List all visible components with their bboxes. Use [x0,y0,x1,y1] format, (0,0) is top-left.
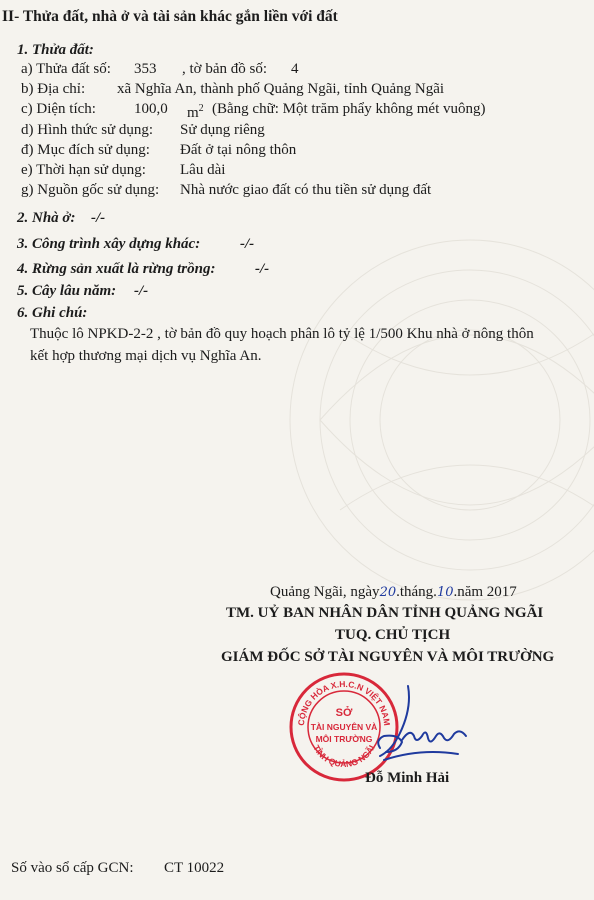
authority-line: TUQ. CHỦ TỊCH [335,627,451,643]
notes-line-2: kết hợp thương mại dịch vụ Nghĩa An. [30,348,262,364]
director-line: GIÁM ĐỐC SỞ TÀI NGUYÊN VÀ MÔI TRƯỜNG [221,649,555,665]
area-unit: $m^2$ [187,103,204,121]
area-unit-sup: 2 [198,103,204,114]
registry-number: CT 10022 [164,860,225,876]
land-title: 1. Thửa đất: [17,42,94,58]
area-value: 100,0 [134,101,168,117]
parcel-label: a) Thửa đất số: [21,61,111,77]
term-label: e) Thời hạn sử dụng: [21,162,146,178]
purpose-value: Đất ở tại nông thôn [180,142,297,158]
handwritten-signature [340,678,470,773]
use-form-value: Sử dụng riêng [180,122,265,138]
stamp-inner-3: MÔI TRƯỜNG [315,734,373,744]
sign-date: Quảng Ngãi, ngày20.tháng.10.năm 2017 [270,584,517,600]
org-line: TM. UỶ BAN NHÂN DÂN TỈNH QUẢNG NGÃI [226,605,544,621]
forest-title: 4. Rừng sản xuất là rừng trồng: [17,261,216,277]
parcel-number: 353 [134,61,157,77]
term-value: Lâu dài [180,162,226,178]
use-form-label: d) Hình thức sử dụng: [21,122,154,138]
construction-value: -/- [240,236,255,252]
construction-title: 3. Công trình xây dựng khác: [17,236,201,252]
area-words: (Bằng chữ: Một trăm phẩy không mét vuông) [212,101,486,117]
sign-month: 10 [436,585,454,600]
forest-value: -/- [255,261,270,277]
registry-label: Số vào sổ cấp GCN: [11,860,134,876]
stamp-outer-top: CỘNG HÒA X.H.C.N VIỆT NAM [295,678,393,727]
area-label: c) Diện tích: [21,101,96,117]
map-label: , tờ bản đồ số: [182,61,268,77]
notes-line-1: Thuộc lô NPKD-2-2 , tờ bản đồ quy hoạch phân lô tỷ lệ 1/500 Khu nhà ở nông thôn [30,326,534,342]
stamp-inner-1: SỞ [335,707,353,719]
origin-value: Nhà nước giao đất có thu tiền sử dụng đất [180,182,432,198]
notes-title: 6. Ghi chú: [17,305,88,321]
purpose-label: đ) Mục đích sử dụng: [21,142,150,158]
house-title: 2. Nhà ở: [17,210,76,226]
house-value: -/- [91,210,106,226]
origin-label: g) Nguồn gốc sử dụng: [21,182,160,198]
map-number: 4 [291,61,299,77]
stamp-outer-bottom: TỈNH QUẢNG NGÃI [311,743,377,770]
signer-name: Đỗ Minh Hải [365,770,450,786]
perennial-title: 5. Cây lâu năm: [17,283,117,299]
stamp-inner-2: TÀI NGUYÊN VÀ [310,722,378,732]
section-heading: II- Thửa đất, nhà ở và tài sản khác gắn liền với đất [2,8,338,25]
address-label: b) Địa chỉ: [21,81,86,97]
address-value: xã Nghĩa An, thành phố Quảng Ngãi, tỉnh Quảng Ngãi [117,81,445,97]
sign-day: 20 [379,585,397,600]
perennial-value: -/- [134,283,149,299]
